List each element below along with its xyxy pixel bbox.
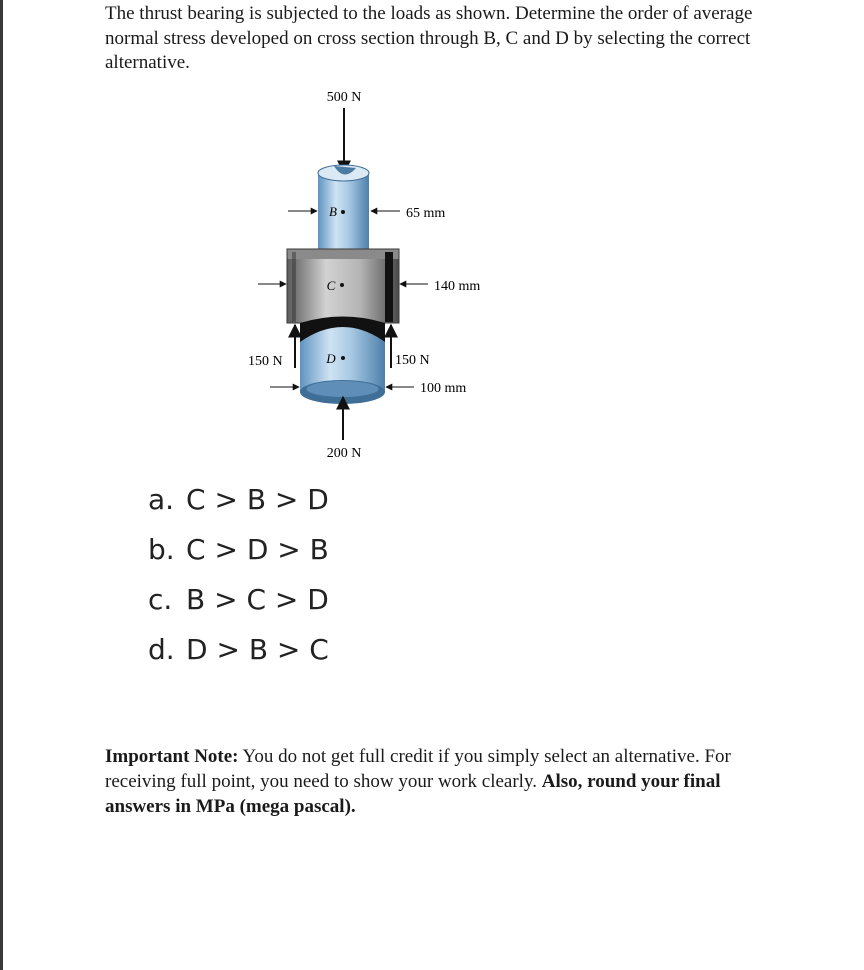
top-load-label: 500 N xyxy=(326,90,362,105)
note-emphasis: Also, round your final answers in MPa (mega pascal). xyxy=(105,771,721,817)
dim-b-label: 65 mm xyxy=(406,206,446,221)
point-c-label: C xyxy=(326,278,336,293)
option-text: C > B > D xyxy=(186,483,329,516)
option-text: B > C > D xyxy=(186,583,329,616)
option-letter: a. xyxy=(148,483,175,516)
lower-shaft xyxy=(300,317,385,405)
note-text: You do not get full credit if you simply select an alternative. For receiving full point, you need to show your work clearly. xyxy=(105,746,731,792)
dim-c-label: 140 mm xyxy=(434,279,481,294)
option-d[interactable] xyxy=(148,632,329,682)
question-text: The thrust bearing is subjected to the loads as shown. Determine the order of average normal stress developed on cross section through B, C and D by selecting the correct alternative. xyxy=(105,3,753,73)
dim-d-label: 100 mm xyxy=(420,381,467,396)
option-a[interactable] xyxy=(148,482,329,532)
option-b[interactable] xyxy=(148,532,329,582)
upper-shaft xyxy=(318,165,369,249)
option-letter: c. xyxy=(148,583,173,616)
important-note xyxy=(105,744,785,819)
answer-options xyxy=(148,482,329,682)
right-reaction-label: 150 N xyxy=(395,353,430,368)
left-reaction-label: 150 N xyxy=(248,354,283,369)
option-letter: b. xyxy=(148,533,175,566)
option-text: D > B > C xyxy=(186,633,329,666)
point-b-dot xyxy=(341,210,345,214)
option-text: C > D > B xyxy=(186,533,329,566)
thrust-bearing-figure xyxy=(0,0,864,480)
point-c-dot xyxy=(340,283,344,287)
note-label: Important Note: xyxy=(105,746,239,767)
option-c[interactable] xyxy=(148,582,329,632)
bottom-load-label: 200 N xyxy=(326,446,362,461)
point-b-label: B xyxy=(329,204,337,219)
point-d-label: D xyxy=(326,351,336,366)
option-letter: d. xyxy=(148,633,175,666)
point-d-dot xyxy=(341,356,345,360)
